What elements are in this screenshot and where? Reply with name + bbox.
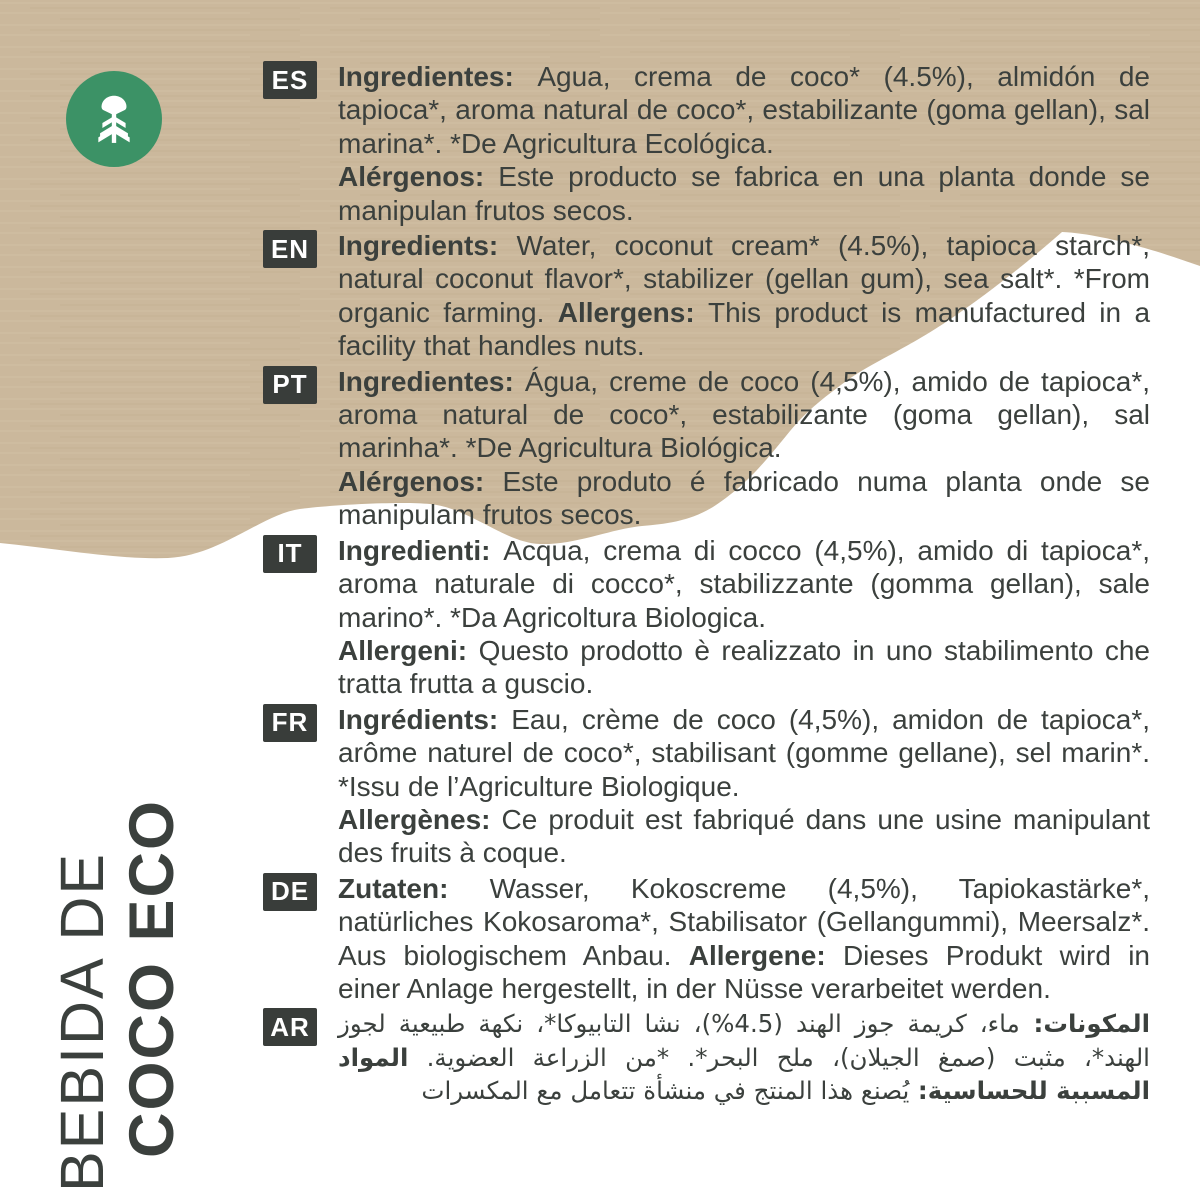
lang-badge-it: IT (263, 535, 317, 573)
lang-badge-es: ES (263, 61, 317, 99)
title-line-product: COCO ECO (117, 798, 187, 1158)
brand-logo (66, 71, 162, 167)
lang-badge-de: DE (263, 873, 317, 911)
lang-badge-pt: PT (263, 366, 317, 404)
ingredients-list (263, 60, 1150, 1110)
vertical-product-title (47, 772, 187, 1192)
section-it (263, 534, 1150, 701)
ingredients-text-es: Ingredientes: Agua, crema de coco* (4.5%), almidón de tapioca*, aroma natural de coco*, estabilizante (goma gellan), sal marina*. *De Agricultura Ecológica. Alérgenos: Este producto se fabrica en una planta donde se manipulan frutos secos. (338, 61, 1150, 226)
ingredients-text-en: Ingredients: Water, coconut cream* (4.5%), tapioca starch*, natural coconut flavor*, stabilizer (gellan gum), sea salt*. *From organic farming. Allergens: This product is manufactured in a facility that handles nuts. (338, 230, 1151, 362)
lang-badge-ar: AR (263, 1008, 317, 1046)
section-en (263, 229, 1150, 363)
section-fr (263, 703, 1150, 870)
title-line-subname: BEBIDA DE (48, 851, 116, 1192)
section-ar (263, 1007, 1150, 1107)
ingredients-text-it: Ingredienti: Acqua, crema di cocco (4,5%), amido di tapioca*, aroma naturale di cocco*, stabilizzante (gomma gellan), sale marino*. *Da Agricoltura Biologica. Allergeni: Questo prodotto è realizzato in uno stabilimento che tratta frutta a guscio. (338, 534, 1150, 700)
ingredients-text-ar: المكونات: ماء، كريمة جوز الهند (4.5%)، نشا التابيوكا*، نكهة طبيعية لجوز الهند*، مثبت (صمغ الجيلان)، ملح البحر*. *من الزراعة العضوية. المواد المسببة للحساسية: يُصنع هذا المنتج في منشأة تتعامل مع المكسرات (338, 1009, 1150, 1106)
ingredients-text-fr: Ingrédients: Eau, crème de coco (4,5%), amidon de tapioca*, arôme naturel de coco*, stabilisant (gomme gellane), sel marin*. *Issu de l’Agriculture Biologique. Allergènes: Ce produit est fabriqué dans une usine manipulant des fruits à coque. (338, 703, 1151, 869)
section-de (263, 872, 1150, 1006)
lang-badge-en: EN (263, 230, 317, 268)
section-es (263, 60, 1150, 227)
lang-badge-fr: FR (263, 704, 317, 742)
tree-icon (85, 90, 143, 148)
ingredients-text-pt: Ingredientes: Água, creme de coco (4,5%), amido de tapioca*, aroma natural de coco*, estabilizante (goma gellan), sal marinha*. *De Agricultura Biológica. Alérgenos: Este produto é fabricado numa planta onde se manipulam frutos secos. (338, 365, 1151, 531)
ingredients-text-de: Zutaten: Wasser, Kokoscreme (4,5%), Tapiokastärke*, natürliches Kokosaroma*, Stabilisator (Gellangummi), Meersalz*. Aus biologischem Anbau. Allergene: Dieses Produkt wird in einer Anlage hergestellt, in der Nüsse verarbeitet werden. (338, 872, 1150, 1004)
section-pt (263, 365, 1150, 532)
